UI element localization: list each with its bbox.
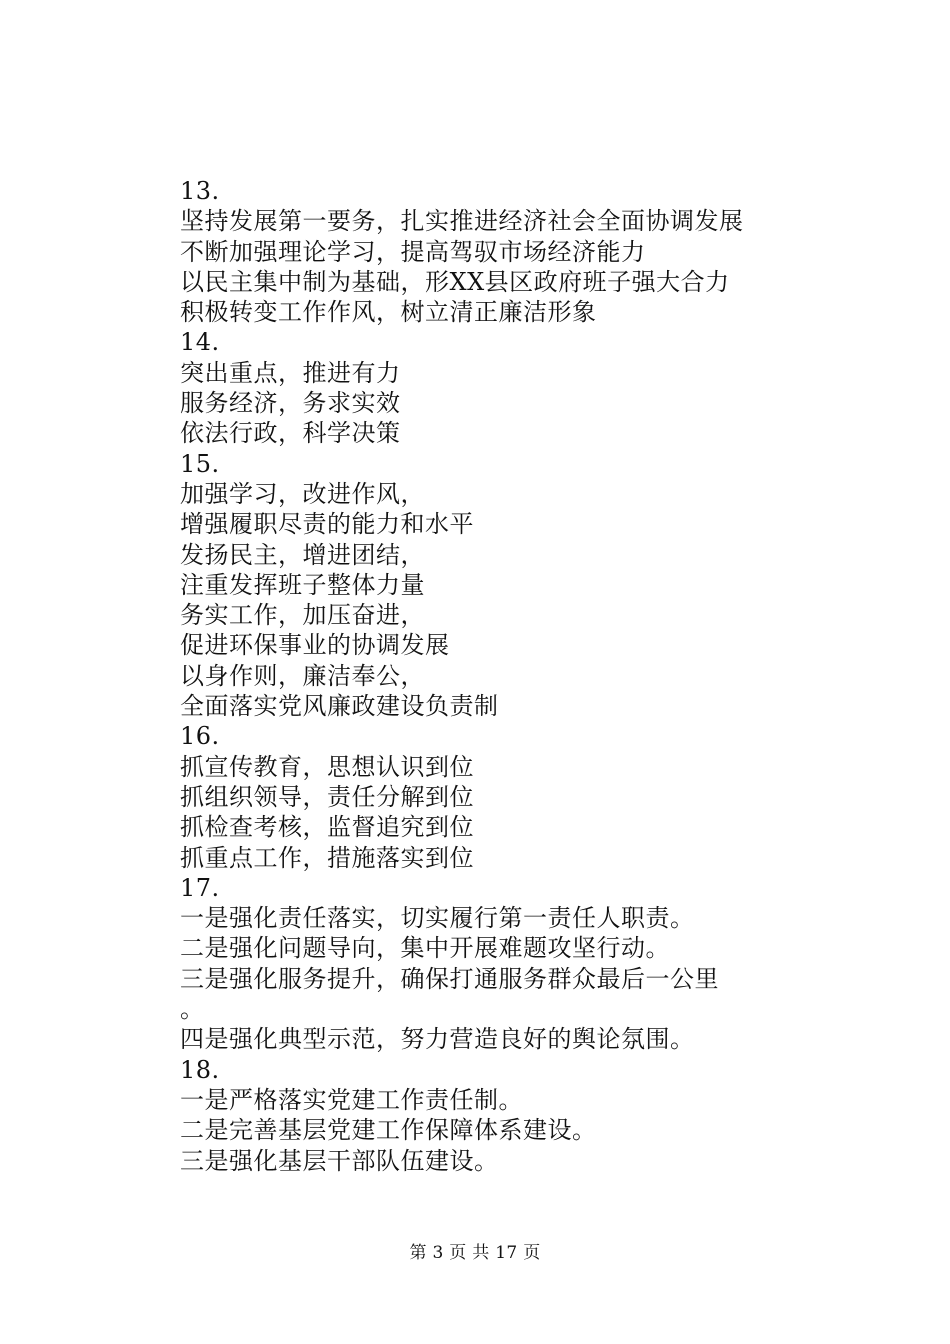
section-number: 13. [180, 177, 220, 205]
text-line: 务实工作，加压奋进， [180, 601, 425, 630]
text-line: 以民主集中制为基础，形XX县区政府班子强大合力 [180, 267, 730, 296]
text-line: 三是强化基层干部队伍建设。 [180, 1146, 499, 1175]
text-line: 促进环保事业的协调发展 [180, 631, 450, 660]
text-line: 抓检查考核，监督追究到位 [180, 813, 474, 842]
text-line: 依法行政，科学决策 [180, 419, 401, 448]
text-line: 发扬民主，增进团结， [180, 540, 425, 569]
text-line: 二是完善基层党建工作保障体系建设。 [180, 1116, 597, 1145]
section-number: 18. [180, 1055, 220, 1084]
text-line: 坚持发展第一要务，扎实推进经济社会全面协调发展 [180, 207, 744, 236]
text-line: 抓组织领导，责任分解到位 [180, 782, 474, 811]
text-line: 以身作则，廉洁奉公， [180, 661, 425, 690]
text-line: 全面落实党风廉政建设负责制 [180, 692, 499, 721]
section-number: 15. [180, 449, 220, 478]
text-line: 三是强化服务提升，确保打通服务群众最后一公里 [180, 964, 719, 993]
text-line: 增强履职尽责的能力和水平 [180, 510, 474, 539]
text-line: 突出重点，推进有力 [180, 358, 401, 387]
text-line: 不断加强理论学习，提高驾驭市场经济能力 [180, 237, 646, 266]
text-line: 抓宣传教育，思想认识到位 [180, 752, 474, 781]
text-line: 。 [180, 995, 205, 1024]
text-line: 服务经济，务求实效 [180, 389, 401, 418]
text-line: 积极转变工作作风，树立清正廉洁形象 [180, 298, 597, 327]
section-number: 14. [180, 328, 220, 357]
text-line: 加强学习，改进作风， [180, 479, 425, 508]
page-footer [0, 1241, 950, 1265]
document-body [180, 176, 800, 1176]
page-number-label: 第 3 页 共 17 页 [409, 1243, 541, 1263]
text-line: 注重发挥班子整体力量 [180, 570, 425, 599]
section-number: 17. [180, 873, 220, 902]
text-line: 二是强化问题导向，集中开展难题攻坚行动。 [180, 934, 670, 963]
text-line: 一是严格落实党建工作责任制。 [180, 1085, 523, 1114]
text-line: 抓重点工作，措施落实到位 [180, 843, 474, 872]
text-line: 四是强化典型示范，努力营造良好的舆论氛围。 [180, 1025, 695, 1054]
text-line: 一是强化责任落实，切实履行第一责任人职责。 [180, 904, 695, 933]
section-number: 16. [180, 722, 220, 751]
